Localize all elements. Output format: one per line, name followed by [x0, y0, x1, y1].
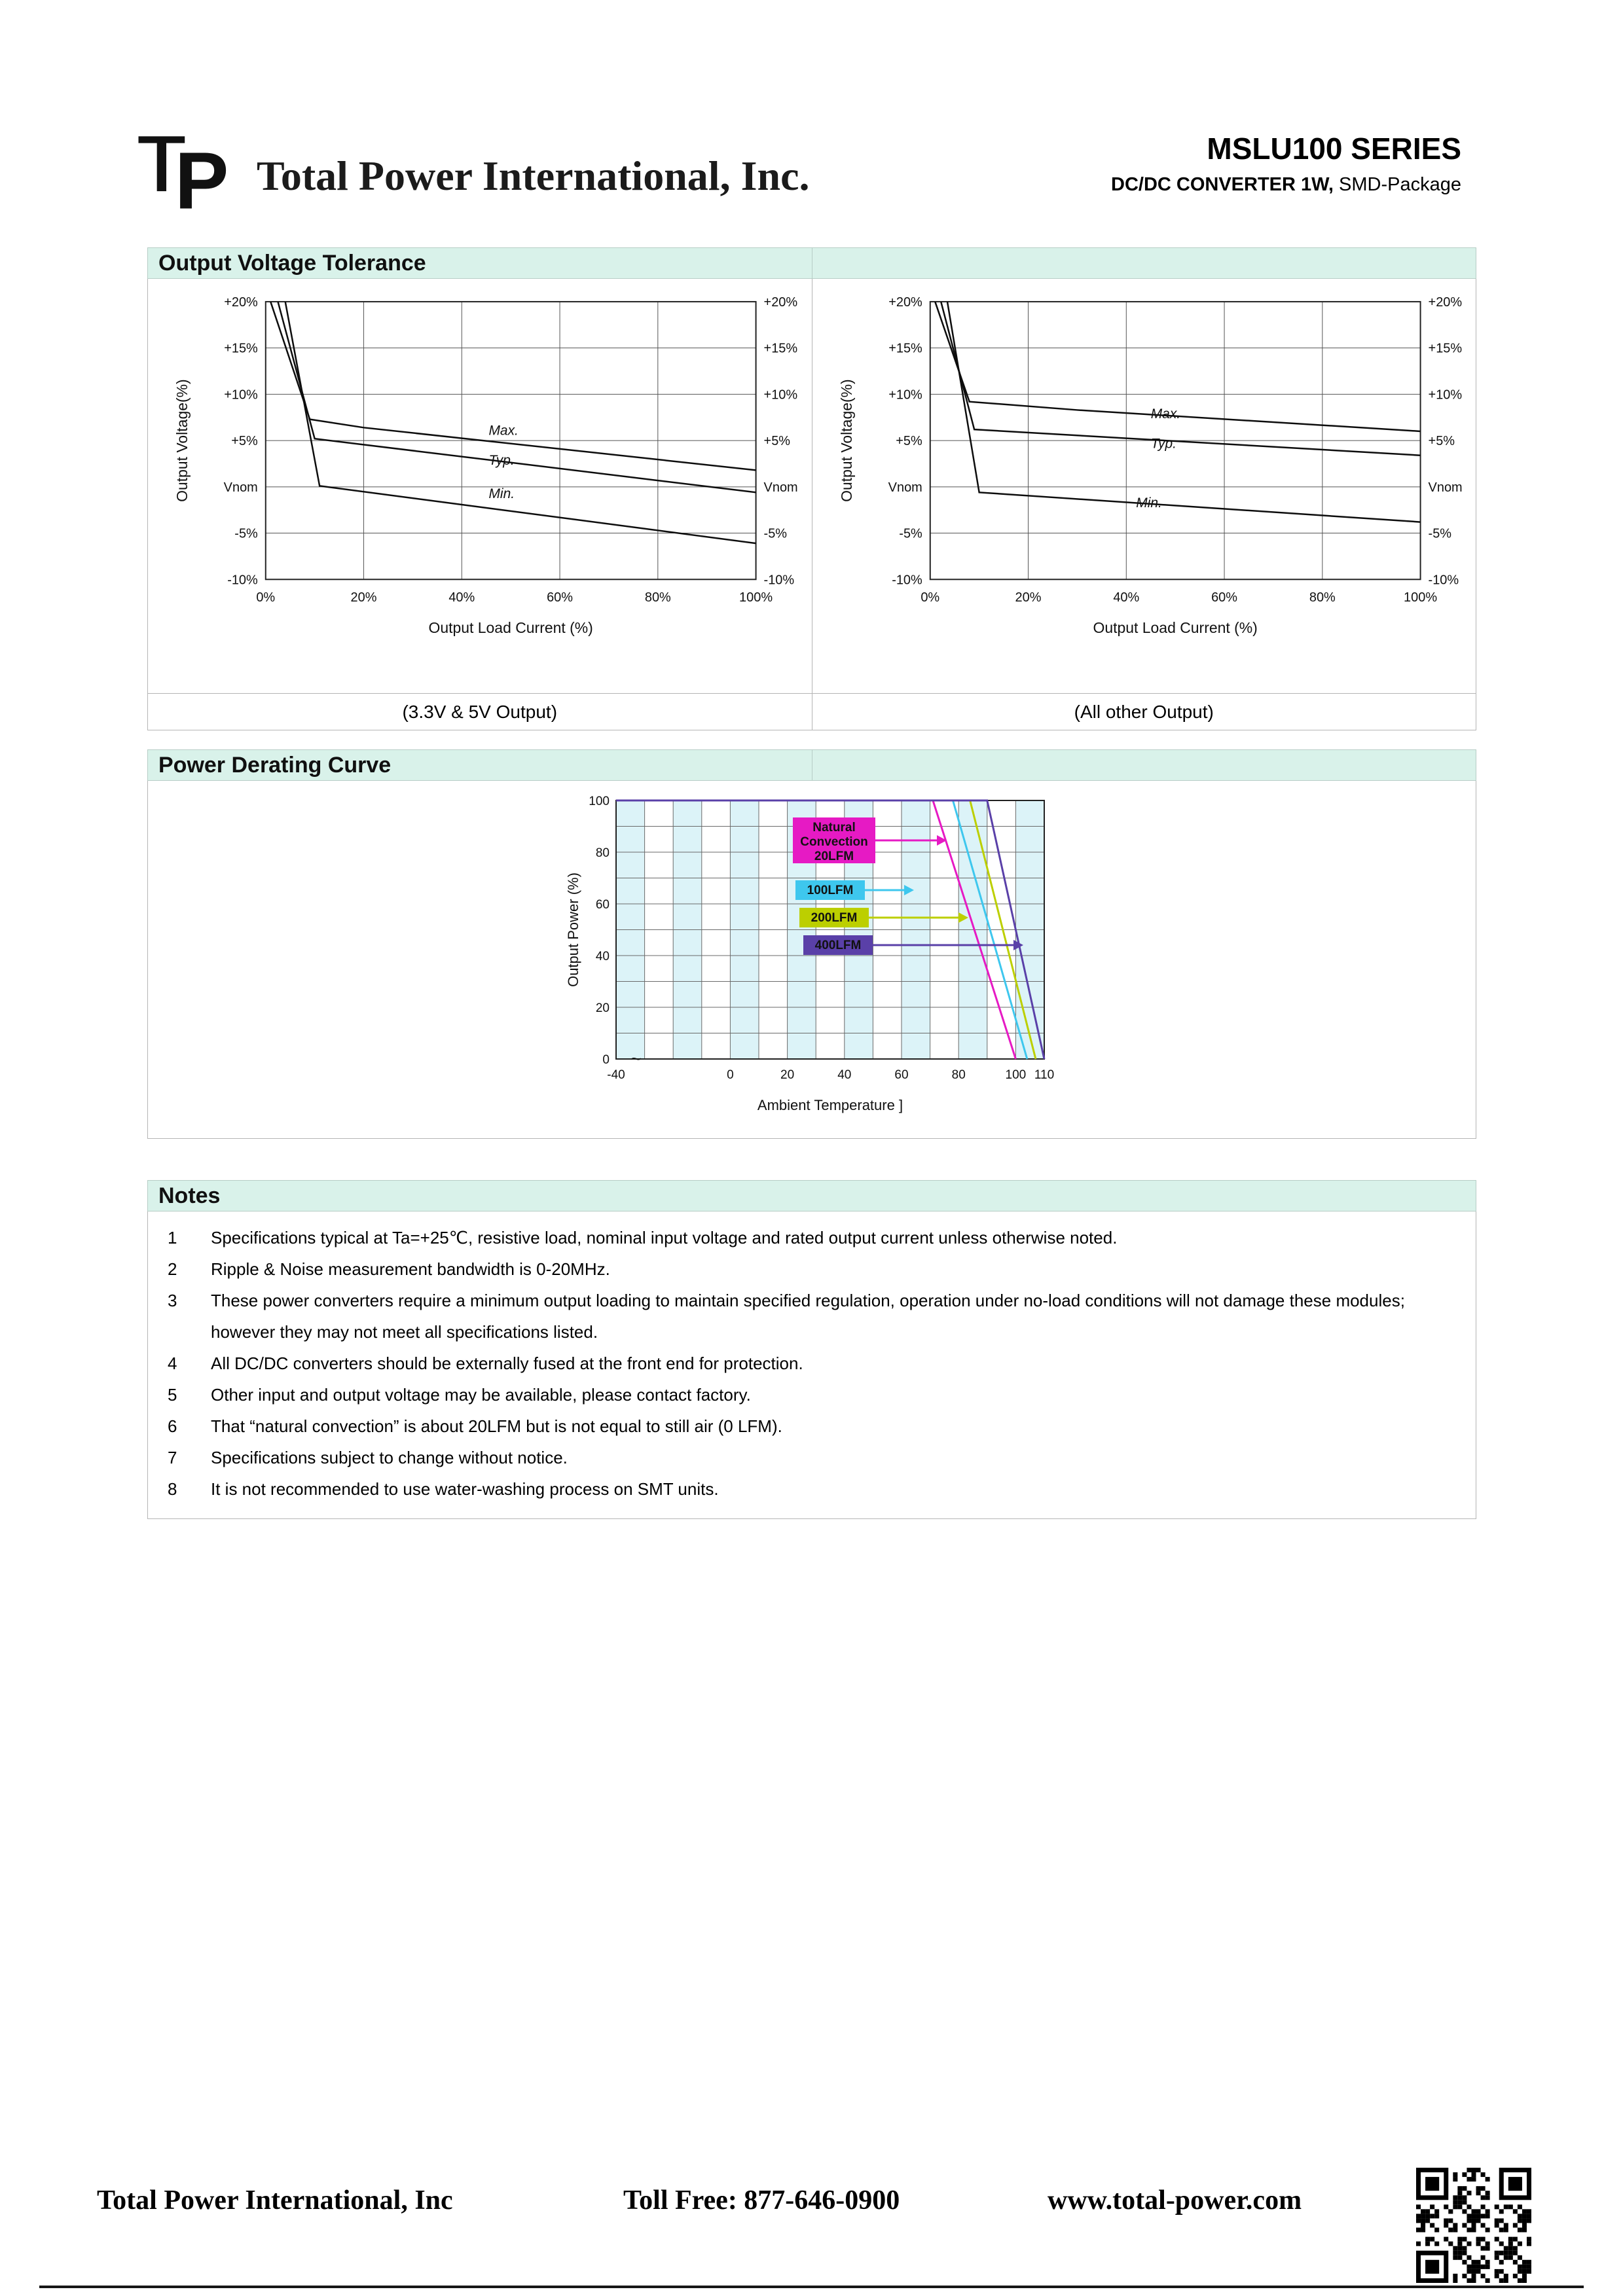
svg-text:40: 40	[837, 1068, 852, 1082]
svg-text:Convection: Convection	[800, 835, 868, 849]
svg-text:80: 80	[951, 1068, 966, 1082]
note-text: Ripple & Noise measurement bandwidth is 0-20MHz.	[211, 1259, 610, 1279]
svg-text:0%: 0%	[256, 590, 276, 605]
svg-text:-40: -40	[607, 1068, 625, 1082]
svg-text:100: 100	[589, 795, 610, 808]
note-number: 4	[168, 1354, 177, 1373]
series-title: MSLU100 SERIES	[1207, 132, 1461, 166]
svg-text:60: 60	[894, 1068, 909, 1082]
svg-text:80%: 80%	[644, 590, 671, 605]
note-number: 6	[168, 1416, 177, 1436]
svg-text:400LFM: 400LFM	[814, 939, 862, 952]
header-product-block	[1111, 131, 1461, 196]
section-bar-power-derating	[147, 749, 1476, 781]
svg-text:60%: 60%	[547, 590, 574, 605]
svg-text:100LFM: 100LFM	[807, 884, 854, 897]
svg-text:+10%: +10%	[763, 387, 798, 403]
svg-text:Max.: Max.	[1150, 406, 1180, 422]
svg-text:100%: 100%	[1403, 590, 1437, 605]
note-item	[168, 1285, 1450, 1348]
svg-text:T: T	[136, 118, 187, 210]
svg-text:+5%: +5%	[1428, 434, 1455, 449]
svg-text:-10%: -10%	[891, 573, 922, 588]
product-subtitle-rest: SMD-Package	[1333, 174, 1461, 195]
qr-code	[1416, 2168, 1531, 2283]
svg-text:0%: 0%	[920, 590, 939, 605]
notes-list	[147, 1211, 1476, 1519]
svg-text:Natural: Natural	[812, 821, 856, 834]
tolerance-charts-row	[147, 279, 1476, 694]
svg-text:P: P	[174, 135, 229, 223]
svg-text:-5%: -5%	[1428, 526, 1451, 541]
svg-text:-10%: -10%	[763, 573, 795, 588]
note-item	[168, 1253, 1450, 1285]
section-bar-notes	[147, 1180, 1476, 1211]
section-bar-output-voltage-tolerance	[147, 247, 1476, 279]
svg-text:20: 20	[780, 1068, 795, 1082]
note-text: Specifications subject to change without notice.	[211, 1448, 568, 1467]
note-item	[168, 1379, 1450, 1410]
company-logo	[134, 118, 246, 223]
svg-text:+15%: +15%	[763, 341, 798, 356]
svg-text:Vnom: Vnom	[763, 480, 798, 495]
note-number: 2	[168, 1259, 177, 1279]
note-text: Other input and output voltage may be available, please contact factory.	[211, 1385, 751, 1405]
svg-text:-10%: -10%	[1428, 573, 1459, 588]
svg-text:+15%: +15%	[224, 341, 258, 356]
svg-text:Typ.: Typ.	[488, 452, 515, 468]
svg-text:Output Voltage(%): Output Voltage(%)	[173, 379, 191, 502]
section-bar-spacer	[812, 248, 1476, 278]
svg-text:20: 20	[595, 1001, 610, 1015]
product-subtitle	[1111, 174, 1461, 196]
svg-text:-5%: -5%	[763, 526, 788, 541]
svg-text:Min.: Min.	[488, 486, 515, 501]
caption-all-other-output: (All other Output)	[812, 694, 1477, 730]
section-title-power-derating: Power Derating Curve	[158, 752, 392, 778]
svg-text:20%: 20%	[1015, 590, 1041, 605]
svg-text:100%: 100%	[739, 590, 773, 605]
svg-text:+20%: +20%	[888, 295, 922, 310]
svg-text:20%: 20%	[350, 590, 377, 605]
svg-text:Output Load Current (%): Output Load Current (%)	[1093, 619, 1258, 637]
section-title-notes: Notes	[158, 1183, 221, 1208]
footer-website: www.total-power.com	[1048, 2185, 1302, 2215]
note-number: 8	[168, 1479, 177, 1499]
svg-text:Output Voltage(%): Output Voltage(%)	[837, 379, 855, 502]
derating-chart-panel	[147, 781, 1476, 1139]
svg-text:+20%: +20%	[1428, 295, 1462, 310]
svg-text:60: 60	[595, 898, 610, 912]
note-number: 5	[168, 1385, 177, 1405]
svg-text:+10%: +10%	[224, 387, 258, 403]
note-text: It is not recommended to use water-washing process on SMT units.	[211, 1479, 719, 1499]
svg-text:80%: 80%	[1309, 590, 1336, 605]
svg-text:110: 110	[1034, 1068, 1055, 1082]
note-item	[168, 1348, 1450, 1379]
svg-text:Typ.: Typ.	[1150, 436, 1176, 452]
note-number: 7	[168, 1448, 177, 1467]
note-item	[168, 1473, 1450, 1505]
tolerance-chart-all-other	[812, 279, 1476, 693]
note-number: 1	[168, 1228, 177, 1247]
note-text: That “natural convection” is about 20LFM but is not equal to still air (0 LFM).	[211, 1416, 782, 1436]
tolerance-chart-cell-other	[812, 279, 1477, 694]
note-item	[168, 1222, 1450, 1253]
caption-3v3-5v-output: (3.3V & 5V Output)	[147, 694, 812, 730]
svg-text:~: ~	[630, 1049, 642, 1069]
svg-text:+5%: +5%	[895, 434, 922, 449]
svg-text:Ambient Temperature ]: Ambient Temperature ]	[757, 1097, 903, 1113]
tolerance-captions-row	[147, 694, 1476, 730]
svg-text:40%: 40%	[1112, 590, 1139, 605]
svg-text:+15%: +15%	[1428, 341, 1462, 356]
svg-text:Output Load Current (%): Output Load Current (%)	[428, 619, 593, 637]
svg-text:+5%: +5%	[763, 434, 791, 449]
svg-text:Vnom: Vnom	[1428, 480, 1463, 495]
svg-text:0: 0	[727, 1068, 734, 1082]
svg-text:0: 0	[602, 1053, 610, 1067]
svg-text:+20%: +20%	[224, 295, 258, 310]
svg-text:200LFM: 200LFM	[811, 911, 858, 925]
note-text: All DC/DC converters should be externally fused at the front end for protection.	[211, 1354, 803, 1373]
footer-company: Total Power International, Inc	[97, 2185, 453, 2215]
section-title-output-voltage-tolerance: Output Voltage Tolerance	[158, 250, 426, 276]
svg-text:Max.: Max.	[488, 423, 519, 439]
svg-text:+5%: +5%	[231, 434, 258, 449]
qr-code-icon	[1416, 2168, 1531, 2283]
power-derating-chart	[518, 787, 1107, 1128]
tolerance-chart-cell-3v3-5v	[147, 279, 812, 694]
svg-text:20LFM: 20LFM	[814, 850, 854, 863]
svg-text:60%: 60%	[1211, 590, 1237, 605]
svg-text:+20%: +20%	[763, 295, 798, 310]
svg-text:+10%: +10%	[1428, 387, 1462, 403]
svg-text:+10%: +10%	[888, 387, 922, 403]
svg-text:-10%: -10%	[227, 573, 258, 588]
footer-tollfree: Toll Free: 877-646-0900	[623, 2185, 900, 2215]
svg-text:40%: 40%	[448, 590, 475, 605]
note-number: 3	[168, 1291, 177, 1310]
company-name: Total Power International, Inc.	[257, 152, 810, 199]
svg-text:100: 100	[1005, 1068, 1027, 1082]
tolerance-chart-3v3-5v	[148, 279, 812, 693]
page-bottom-rule	[39, 2286, 1584, 2288]
svg-text:-5%: -5%	[234, 526, 258, 541]
svg-text:80: 80	[595, 846, 610, 860]
note-item	[168, 1410, 1450, 1442]
svg-text:Output Power (%): Output Power (%)	[565, 872, 581, 987]
svg-text:Min.: Min.	[1135, 495, 1162, 511]
svg-text:Vnom: Vnom	[888, 480, 922, 495]
svg-text:+15%: +15%	[888, 341, 922, 356]
section-bar-spacer	[812, 750, 1476, 780]
tp-logo-icon	[134, 118, 246, 223]
svg-text:Vnom: Vnom	[223, 480, 258, 495]
product-subtitle-bold: DC/DC CONVERTER 1W,	[1111, 174, 1334, 195]
note-text: Specifications typical at Ta=+25℃, resistive load, nominal input voltage and rated output current unless otherwise noted.	[211, 1228, 1118, 1247]
note-item	[168, 1442, 1450, 1473]
svg-text:40: 40	[595, 950, 610, 963]
note-text: These power converters require a minimum output loading to maintain specified regulation, operation under no-load conditions will not damage these modules; however they may not meet all specifications listed.	[211, 1291, 1405, 1342]
svg-text:-5%: -5%	[898, 526, 922, 541]
